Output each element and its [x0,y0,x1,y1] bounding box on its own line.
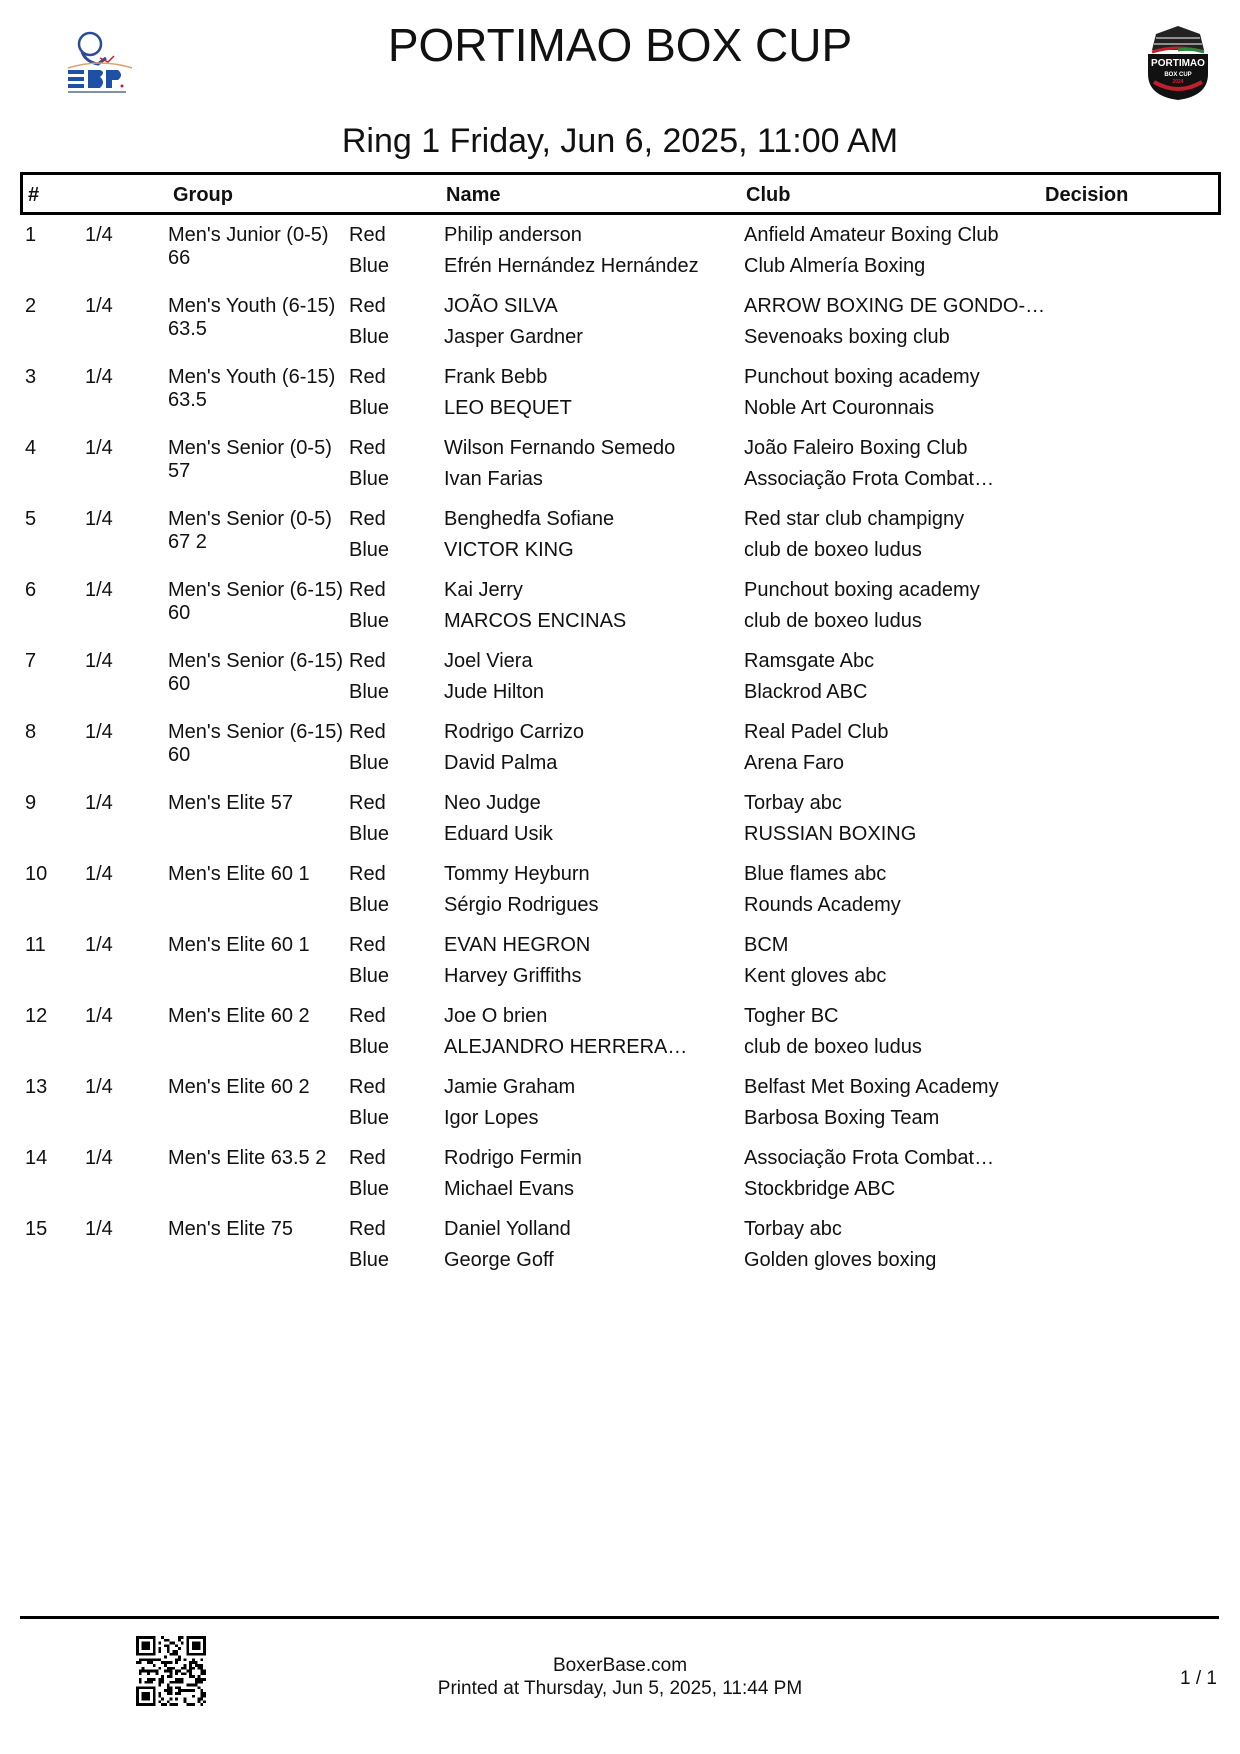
portimao-box-cup-logo [1142,22,1214,102]
blue-boxer-club: Arena Faro [744,752,845,774]
blue-boxer-club: Noble Art Couronnais [744,397,935,419]
footer-info [0,1654,1240,1700]
match-number: 5 [25,508,37,530]
red-boxer-club: Blue flames abc [744,863,887,885]
red-boxer-name: Kai Jerry [444,579,523,601]
blue-boxer-club: Kent gloves abc [744,965,887,987]
table-row [0,435,1240,506]
red-corner-label: Red [349,437,386,459]
blue-corner-label: Blue [349,1107,390,1129]
table-row [0,1074,1240,1145]
red-boxer-club: Anfield Amateur Boxing Club [744,224,999,246]
ring-schedule-subtitle: Ring 1 Friday, Jun 6, 2025, 11:00 AM [341,122,899,160]
page-title: PORTIMAO BOX CUP [387,19,853,71]
match-round: 1/4 [85,508,113,530]
column-header-name: Name [446,184,501,206]
blue-corner-label: Blue [349,255,390,277]
match-group: Men's Senior (0-5) 57 [168,437,332,482]
red-corner-label: Red [349,721,386,743]
red-corner-label: Red [349,1147,386,1169]
red-boxer-club: Torbay abc [744,792,842,814]
red-corner-label: Red [349,508,386,530]
red-boxer-name: Wilson Fernando Semedo [444,437,676,459]
blue-boxer-club: club de boxeo ludus [744,610,922,632]
red-boxer-name: Joe O brien [444,1005,548,1027]
match-group: Men's Senior (0-5) 67 2 [168,508,332,553]
match-round: 1/4 [85,366,113,388]
column-header-decision: Decision [1045,184,1129,206]
blue-boxer-name: Michael Evans [444,1178,575,1200]
match-round: 1/4 [85,224,113,246]
match-group: Men's Junior (0-5) 66 [168,224,329,269]
blue-boxer-name: Eduard Usik [444,823,553,845]
match-round: 1/4 [85,934,113,956]
match-round: 1/4 [85,295,113,317]
red-corner-label: Red [349,1076,386,1098]
red-boxer-name: Rodrigo Fermin [444,1147,582,1169]
table-row [0,506,1240,577]
blue-corner-label: Blue [349,1178,390,1200]
match-group: Men's Senior (6-15) 60 [168,579,343,624]
red-boxer-club: Torbay abc [744,1218,842,1240]
match-number: 13 [25,1076,48,1098]
table-row [0,790,1240,861]
blue-boxer-name: VICTOR KING [444,539,574,561]
red-boxer-club: Punchout boxing academy [744,366,980,388]
red-boxer-club: João Faleiro Boxing Club [744,437,968,459]
red-corner-label: Red [349,579,386,601]
match-round: 1/4 [85,1076,113,1098]
red-boxer-name: Daniel Yolland [444,1218,571,1240]
red-corner-label: Red [349,934,386,956]
footer-divider [20,1616,1219,1619]
red-boxer-name: Benghedfa Sofiane [444,508,615,530]
red-corner-label: Red [349,224,386,246]
red-boxer-name: Frank Bebb [444,366,548,388]
match-round: 1/4 [85,1005,113,1027]
blue-corner-label: Blue [349,1249,390,1271]
blue-corner-label: Blue [349,397,390,419]
blue-boxer-name: Ivan Farias [444,468,543,490]
table-row [0,1216,1240,1287]
match-group: Men's Elite 60 2 [168,1076,310,1098]
match-group: Men's Elite 75 [168,1218,293,1240]
svg-text:2024: 2024 [1172,79,1184,85]
red-boxer-club: Belfast Met Boxing Academy [744,1076,999,1098]
svg-text:BOX CUP: BOX CUP [1164,72,1192,78]
match-group: Men's Senior (6-15) 60 [168,650,343,695]
table-row [0,1003,1240,1074]
table-row [0,364,1240,435]
blue-boxer-club: Blackrod ABC [744,681,868,703]
red-boxer-name: Neo Judge [444,792,541,814]
blue-boxer-club: club de boxeo ludus [744,1036,922,1058]
blue-boxer-name: LEO BEQUET [444,397,572,419]
match-group: Men's Senior (6-15) 60 [168,721,343,766]
match-number: 2 [25,295,37,317]
blue-boxer-name: David Palma [444,752,558,774]
match-round: 1/4 [85,437,113,459]
svg-text:PORTIMAO: PORTIMAO [1151,58,1205,69]
match-group: Men's Elite 57 [168,792,293,814]
red-boxer-club: Real Padel Club [744,721,889,743]
match-number: 3 [25,366,37,388]
match-number: 11 [25,934,46,956]
blue-boxer-name: MARCOS ENCINAS [444,610,627,632]
blue-corner-label: Blue [349,752,390,774]
table-row [0,861,1240,932]
blue-boxer-name: Igor Lopes [444,1107,539,1129]
table-header [20,172,1221,215]
red-corner-label: Red [349,295,386,317]
red-boxer-club: Red star club champigny [744,508,965,530]
red-boxer-name: Jamie Graham [444,1076,576,1098]
blue-corner-label: Blue [349,610,390,632]
match-number: 4 [25,437,37,459]
blue-boxer-club: Barbosa Boxing Team [744,1107,940,1129]
table-row [0,577,1240,648]
red-corner-label: Red [349,792,386,814]
match-list [0,222,1240,1287]
blue-boxer-club: club de boxeo ludus [744,539,922,561]
column-header-club: Club [746,184,791,206]
red-boxer-club: Ramsgate Abc [744,650,875,672]
blue-boxer-club: RUSSIAN BOXING [744,823,917,845]
red-boxer-club: Associação Frota Combat… [744,1147,995,1169]
match-round: 1/4 [85,1218,113,1240]
blue-boxer-name: ALEJANDRO HERRERA… [444,1036,688,1058]
blue-boxer-club: Golden gloves boxing [744,1249,937,1271]
column-header-group: Group [173,184,233,206]
red-boxer-name: JOÃO SILVA [444,295,558,317]
blue-corner-label: Blue [349,823,390,845]
match-group: Men's Elite 60 1 [168,863,310,885]
blue-corner-label: Blue [349,894,390,916]
match-number: 9 [25,792,37,814]
table-row [0,1145,1240,1216]
blue-boxer-club: Rounds Academy [744,894,901,916]
red-corner-label: Red [349,366,386,388]
blue-boxer-name: Jude Hilton [444,681,545,703]
match-number: 8 [25,721,37,743]
blue-boxer-name: Harvey Griffiths [444,965,582,987]
match-group: Men's Elite 60 2 [168,1005,310,1027]
match-number: 1 [25,224,37,246]
match-number: 7 [25,650,37,672]
red-boxer-name: Rodrigo Carrizo [444,721,585,743]
page-number: 1 / 1 [1180,1668,1217,1689]
blue-boxer-club: Sevenoaks boxing club [744,326,950,348]
blue-boxer-name: George Goff [444,1249,554,1271]
red-boxer-club: Punchout boxing academy [744,579,980,601]
red-corner-label: Red [349,1218,386,1240]
red-boxer-club: BCM [744,934,789,956]
match-number: 14 [25,1147,48,1169]
table-row [0,293,1240,364]
table-row [0,932,1240,1003]
blue-boxer-club: Associação Frota Combat… [744,468,995,490]
red-corner-label: Red [349,863,386,885]
red-boxer-club: ARROW BOXING DE GONDO-… [744,295,1046,317]
match-group: Men's Elite 60 1 [168,934,310,956]
blue-boxer-name: Jasper Gardner [444,326,583,348]
match-group: Men's Youth (6-15) 63.5 [168,295,336,340]
red-corner-label: Red [349,650,386,672]
red-boxer-name: Joel Viera [444,650,533,672]
match-group: Men's Elite 63.5 2 [168,1147,327,1169]
match-round: 1/4 [85,650,113,672]
red-boxer-name: Philip anderson [444,224,582,246]
column-header-number: # [28,184,40,206]
blue-corner-label: Blue [349,681,390,703]
match-number: 12 [25,1005,48,1027]
match-round: 1/4 [85,579,113,601]
match-number: 6 [25,579,37,601]
table-row [0,222,1240,293]
blue-corner-label: Blue [349,326,390,348]
blue-corner-label: Blue [349,468,390,490]
blue-boxer-club: Stockbridge ABC [744,1178,896,1200]
blue-boxer-club: Club Almería Boxing [744,255,926,277]
table-row [0,719,1240,790]
match-group: Men's Youth (6-15) 63.5 [168,366,336,411]
blue-boxer-name: Efrén Hernández Hernández [444,255,699,277]
blue-corner-label: Blue [349,965,390,987]
match-round: 1/4 [85,863,113,885]
blue-corner-label: Blue [349,1036,390,1058]
match-number: 15 [25,1218,48,1240]
red-boxer-name: Tommy Heyburn [444,863,590,885]
match-round: 1/4 [85,792,113,814]
blue-corner-label: Blue [349,539,390,561]
blue-boxer-name: Sérgio Rodrigues [444,894,599,916]
table-row [0,648,1240,719]
match-round: 1/4 [85,721,113,743]
red-corner-label: Red [349,1005,386,1027]
match-number: 10 [25,863,48,885]
match-round: 1/4 [85,1147,113,1169]
footer-printed-at: Printed at Thursday, Jun 5, 2025, 11:44 PM [437,1678,803,1699]
footer-site: BoxerBase.com [552,1655,688,1676]
red-boxer-name: EVAN HEGRON [444,934,591,956]
red-boxer-club: Togher BC [744,1005,839,1027]
